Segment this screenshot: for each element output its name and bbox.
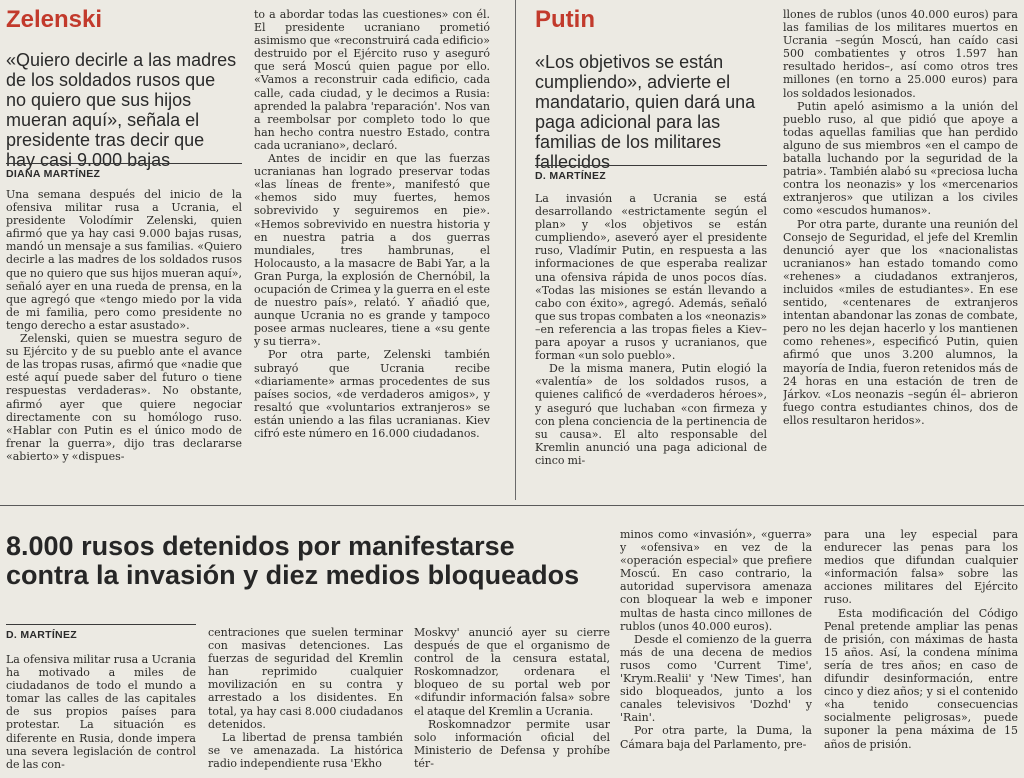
rusos-column-3 [414, 626, 610, 777]
paragraph: De la misma manera, Putin elogió la «valentía» de los soldados rusos, a quienes calificó de «verdaderos héroes», y aseguró que luchaban «con firmeza y con plena conciencia de la pertinencia de su causa». El alto responsable del Kremlin anunció una paga adicional de cinco mi- [535, 362, 767, 467]
zelenski-section-title: Zelenski [6, 6, 103, 33]
paragraph: llones de rublos (unos 40.000 euros) para las familias de los militares muertos en Ucrania –según Moscú, han caído casi 500 combatientes y otros 1.597 han resultado heridos–, así como otros tres millones (en torno a 25.000 euros) para los soldados lesionados. [783, 8, 1018, 100]
paragraph: Zelenski, quien se muestra seguro de su Ejército y de su pueblo ante el avance de las tropas rusas, afirmó que «nadie que esté aquí puede saber del futuro o tiene respuestas verdaderas». No obstante, afirmó ayer que quiere negociar directamente con su homólogo ruso. «Hablar con Putin es el único modo de frenar la guerra», dijo tras declararse «abierto» y «dispues- [6, 332, 242, 463]
rusos-column-1 [6, 653, 196, 777]
zelenski-column-1 [6, 188, 242, 493]
putin-byline: D. MARTÍNEZ [535, 165, 767, 182]
paragraph: La invasión a Ucrania se está desarrollando «estrictamente según el plan» y «los objetivos se están cumpliendo», aseveró ayer el presidente ruso, Vladímir Putin, en respuesta a las informaciones de que esperaba realizar una ofensiva rápida de unos pocos días. «Todas las misiones se están llevando a cabo con éxito», agregó. Además, señaló que sus tropas combaten a los «neonazis» –en referencia a las tropas fieles a Kiev– para apoyar a rusos y ucranianos, que forman «un solo pueblo». [535, 192, 767, 363]
putin-section-title: Putin [535, 6, 595, 33]
paragraph: Por otra parte, Zelenski también subrayó que Ucrania recibe «diariamente» armas procedentes de sus países socios, «de verdaderos amigos», y resaltó que «voluntarios extranjeros» se están uniendo a las filas ucranianas. Kiev cifró este número en 16.000 ciudadanos. [254, 348, 490, 440]
paragraph: Putin apeló asimismo a la unión del pueblo ruso, al que pidió que apoye a todas aquellas familias que han perdido alguno de sus miembros «en el campo de batalla luchando por la seguridad de la patria». También alabó su «preciosa lucha contra los neonazis» y los «mercenarios extranjeros» que utilizan a los civiles como «escudos humanos». [783, 99, 1018, 218]
paragraph: minos como «invasión», «guerra» y «ofensiva» en vez de la «operación especial» que prefiere Moscú. En caso contrario, la autoridad supervisora amenaza con bloquear la web e imponer multas de hasta cinco millones de rublos (unos 40.000 euros). [620, 528, 812, 633]
paragraph: Moskvy' anunció ayer su cierre después de que el organismo de control de la censura estatal, Roskomnadzor, ordenara el bloqueo de su portal web por «difundir información falsa» sobre el ataque del Kremlin a Ucrania. [414, 626, 610, 718]
paragraph: centraciones que suelen terminar con masivas detenciones. Las fuerzas de seguridad del Kremlin han reprimido cualquier movilización en su contra y arrestado a los disidentes. En total, ya hay casi 8.000 ciudadanos detenidos. [208, 626, 403, 731]
rusos-column-4 [620, 528, 812, 777]
rusos-headline: 8.000 rusos detenidos por manifestarse contra la invasión y diez medios bloqueados [6, 531, 580, 590]
section-separator [0, 505, 1024, 506]
paragraph: Una semana después del inicio de la ofensiva militar rusa a Ucrania, el presidente Volodímir Zelenski, quien afirmó que ya hay casi 9.000 bajas rusas, mandó un mensaje a sus familias. «Quiero decirle a las madres de los soldados rusos que no quiero que sus hijos mueran aquí», señaló ayer en una rueda de prensa, en la que agregó que «tengo miedo por la vida de mi familia, pero como presidente no tengo derecho a estar asustado». [6, 188, 242, 332]
paragraph: Antes de incidir en que las fuerzas ucranianas han logrado preservar todas «las líneas de frente», manifestó que «hemos sido muy fuertes, hemos sobrevivido y seguiremos en pie». «Hemos sobrevivido en nuestra historia y en nuestra patria a dos guerras mundiales, tres hambrunas, el Holocausto, a la masacre de Babi Yar, a la Gran Purga, la explosión de Chernóbil, la ocupación de Crimea y la guerra en el este de nuestro país», relató. Y añadió que, aunque Ucrania no es grande y tampoco posee armas nucleares, tiene a «su gente y su tierra». [254, 152, 490, 349]
paragraph: Roskomnadzor permite usar solo información oficial del Ministerio de Defensa y prohíbe tér- [414, 717, 610, 770]
section-divider [515, 0, 516, 500]
zelenski-deck: «Quiero decirle a las madres de los soldados rusos que no quiero que sus hijos mueran aquí», señala el presidente tras decir que hay casi 9.000 bajas [6, 50, 237, 170]
zelenski-column-2 [254, 8, 490, 493]
putin-column-1 [535, 192, 767, 493]
rusos-column-5 [824, 528, 1018, 777]
putin-column-2 [783, 8, 1018, 493]
paragraph: para una ley especial para endurecer las penas para los medios que difundan cualquier «información falsa» sobre las acciones militares del Ejército ruso. [824, 528, 1018, 607]
paragraph: Esta modificación del Código Penal pretende ampliar las penas de prisión, con máximas de hasta 15 años. Así, la condena mínima sería de tres años; en caso de difundir desinformación, entre cinco y diez años; y si el contenido «ha tenido consecuencias socialmente peligrosas», puede suponer la pena máxima de 15 años de prisión. [824, 606, 1018, 751]
paragraph: to a abordar todas las cuestiones» con él. El presidente ucraniano prometió asimismo que «reconstruirá cada edificio» destruido por el Ejército ruso y aseguró que será Moscú quien pague por ello. «Vamos a reconstruir cada edificio, cada calle, cada ciudad, y le decimos a Rusia: aprended la palabra 'reparación'. Nos van a reembolsar por completo todo lo que han hecho contra nuestro Estado, contra cada ucraniano», declaró. [254, 8, 490, 152]
paragraph: La libertad de prensa también se ve amenazada. La histórica radio independiente rusa 'Ekho [208, 730, 403, 770]
paragraph: Por otra parte, la Duma, la Cámara baja del Parlamento, pre- [620, 724, 812, 751]
zelenski-byline: DIANA MARTÍNEZ [6, 163, 242, 180]
rusos-column-2 [208, 626, 403, 777]
paragraph: Desde el comienzo de la guerra más de una decena de medios rusos como 'Current Time', 'Krym.Realii' y 'New Times', han sido bloqueados, junto a los canales televisivos 'Dozhd' y 'Rain'. [620, 632, 812, 725]
rusos-byline: D. MARTÍNEZ [6, 624, 196, 641]
paragraph: La ofensiva militar rusa a Ucrania ha motivado a miles de ciudadanos de todo el mundo a tomar las calles de las capitales de sus propios países para protestar. La situación es diferente en Rusia, donde impera una severa legislación de control de las con- [6, 653, 196, 771]
putin-deck: «Los objetivos se están cumpliendo», advierte el mandatario, quien dará una paga adicional para las familias de los militares fallecidos [535, 52, 756, 172]
paragraph: Por otra parte, durante una reunión del Consejo de Seguridad, el jefe del Kremlin denunció ayer que los «nacionalistas ucranianos» han estado tomando como «rehenes» a ciudadanos extranjeros, incluidos «miles de estudiantes». En ese sentido, «centenares de extranjeros intentan abandonar las zonas de combate, pero no les dejan hacerlo y los mantienen como rehenes», especificó Putin, quien afirmó que unos 3.200 alumnos, la mayoría de India, fueron retenidos más de 24 horas en una estación de tren de Járkov. «Los neonazis –según él– abrieron fuego contra estudiantes chinos, dos de ellos resultaron heridos». [783, 217, 1018, 427]
